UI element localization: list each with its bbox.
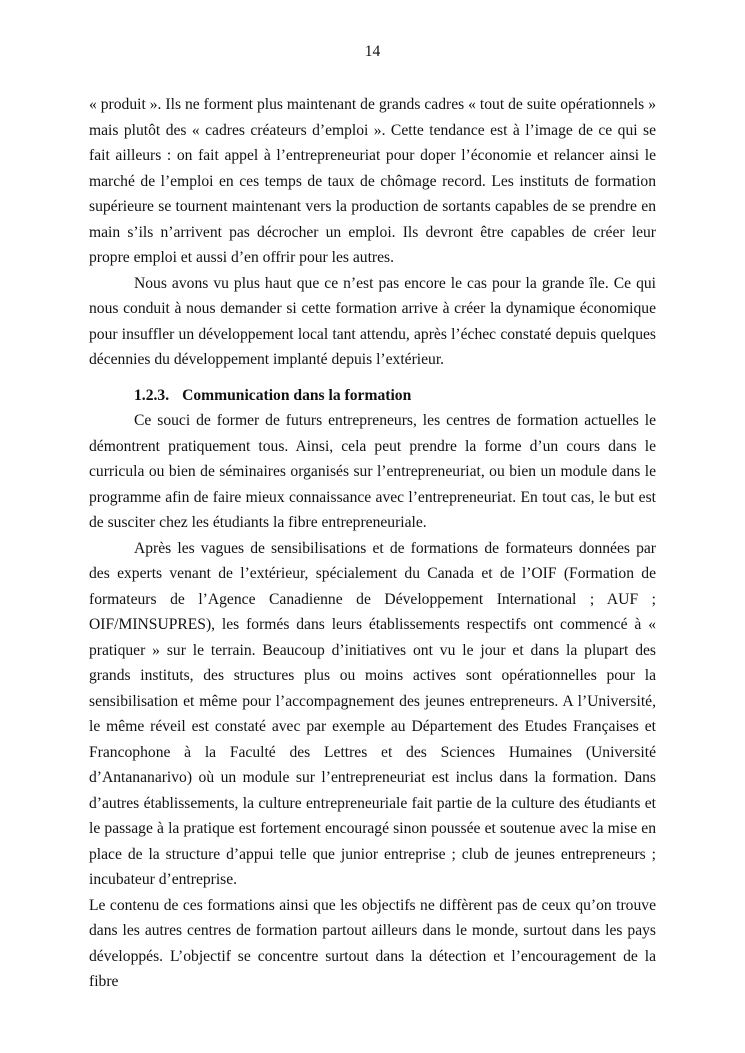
paragraph: « produit ». Ils ne forment plus maintenant de grands cadres « tout de suite opérationnels » mais plutôt des « cadres créateurs d’emploi ». Cette tendance est à l’image de ce qui se fait ailleurs : on fait appel à l’entrepreneuriat pour doper l’économie et relancer ainsi le marché de l’emploi en ces temps de taux de chômage record. Les instituts de formation supérieure se tournent maintenant vers la production de sortants capables de se prendre en main s’ils n’arrivent pas décrocher un emploi. Ils devront être capables de créer leur propre emploi et aussi d’en offrir pour les autres. [89,96,656,266]
paragraph: Après les vagues de sensibilisations et de formations de formateurs données par des experts venant de l’extérieur, spécialement du Canada et de l’OIF (Formation de formateurs de l’Agence Canadienne de Développement International ; AUF ; OIF/MINSUPRES), les formés dans leurs établissements respectifs ont commencé à « pratiquer » sur le terrain. Beaucoup d’initiatives ont vu le jour et dans la plupart des grands instituts, des structures plus ou moins actives sont opérationnelles pour la sensibilisation et même pour l’accompagnement des jeunes entrepreneurs. A l’Université, le même réveil est constaté avec par exemple au Département des Etudes Françaises et Francophone à la Faculté des Lettres et des Sciences Humaines (Université d’Antananarivo) où un module sur l’entrepreneuriat est inclus dans la formation. Dans d’autres établissements, la culture entrepreneuriale fait partie de la culture des étudiants et le passage à la pratique est fortement encouragé sinon poussée et soutenue avec la mise en place de la structure d’appui telle que junior entreprise ; club de jeunes entrepreneurs ; incubateur d’entreprise. [89,539,656,888]
page-body [89,92,656,995]
paragraph: Le contenu de ces formations ainsi que les objectifs ne diffèrent pas de ceux qu’on trouve dans les autres centres de formation partout ailleurs dans le monde, surtout dans les pays développés. L’objectif se concentre surtout dans la détection et l’encouragement de la fibre [89,896,656,990]
section-heading-title: Communication dans la formation [182,386,412,404]
section-heading [134,383,656,409]
paragraph: Nous avons vu plus haut que ce n’est pas encore le cas pour la grande île. Ce qui nous conduit à nous demander si cette formation arrive à créer la dynamique économique pour insuffler un développement local tant attendu, après l’échec constaté depuis quelques décennies du développement implanté depuis l’extérieur. [89,274,656,368]
section-heading-number: 1.2.3. [134,386,170,404]
page-number: 14 [364,43,381,60]
paragraph: Ce souci de former de futurs entrepreneurs, les centres de formation actuelles le démontrent pratiquement tous. Ainsi, cela peut prendre la forme d’un cours dans le curricula ou bien de séminaires organisés sur l’entrepreneuriat, ou bien un module dans le programme afin de faire mieux connaissance avec l’entrepreneuriat. En tout cas, le but est de susciter chez les étudiants la fibre entrepreneuriale. [89,412,656,531]
